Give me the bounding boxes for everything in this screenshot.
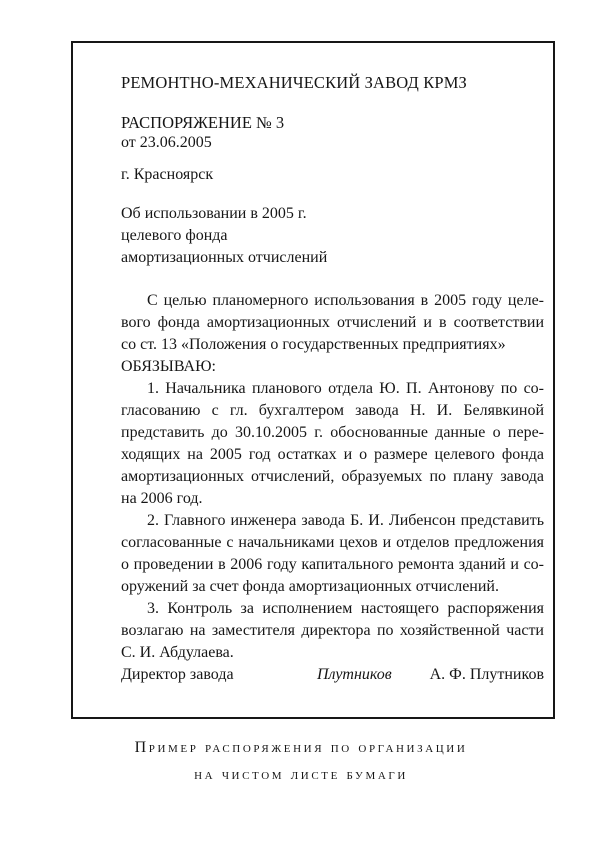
caption-line-1: Пример распоряжения по организации [134, 739, 468, 756]
order-item-1: 1. Начальника планового отдела Ю. П. Антонову по согласованию с гл. бухгалтером завода Н. И. Белявкиной представить до 30.10.2005 г. обоснованные данные о переходящих на 2005 год остатках и о размере целевого фонда амортизационных отчислений, образуемых по плану завода на 2006 год. [121, 380, 544, 507]
intro-paragraph: С целью планомерного использования в 2005 году целевого фонда амортизационных отчислений и в соответствии со ст. 13 «Положения о государственных предприятиях» [121, 292, 544, 353]
handwritten-signature: Плутников [317, 666, 392, 683]
signature-block [121, 663, 544, 687]
document-body [121, 290, 544, 664]
document-title: РАСПОРЯЖЕНИЕ № 3 [121, 113, 285, 132]
document-subject [121, 203, 441, 269]
organization-name: РЕМОНТНО-МЕХАНИЧЕСКИЙ ЗАВОД КРМЗ [121, 73, 467, 92]
signatory-name: А. Ф. Плутников [429, 666, 544, 683]
document-place: г. Красноярск [121, 166, 214, 183]
document-frame [71, 41, 555, 719]
order-item-3: 3. Контроль за исполнением настоящего распоряжения возлагаю на заместителя директора по хозяйственной части С. И. Абдулаева. [121, 600, 544, 661]
caption-line-2: на чистом листе бумаги [194, 766, 408, 783]
subject-line: Об использовании в 2005 г. [121, 205, 307, 222]
order-item-2: 2. Главного инженера завода Б. И. Либенсон представить согласованные с начальниками цехов и отделов предложения о проведении в 2006 году капитального ремонта зданий и сооружений за счет фонда амортизационных отчислений. [121, 512, 544, 595]
obligation-heading: ОБЯЗЫВАЮ: [121, 358, 216, 375]
signatory-position: Директор завода [121, 666, 234, 683]
document-date: от 23.06.2005 [121, 134, 212, 151]
subject-line: целевого фонда [121, 227, 228, 244]
subject-line: амортизационных отчислений [121, 249, 328, 266]
